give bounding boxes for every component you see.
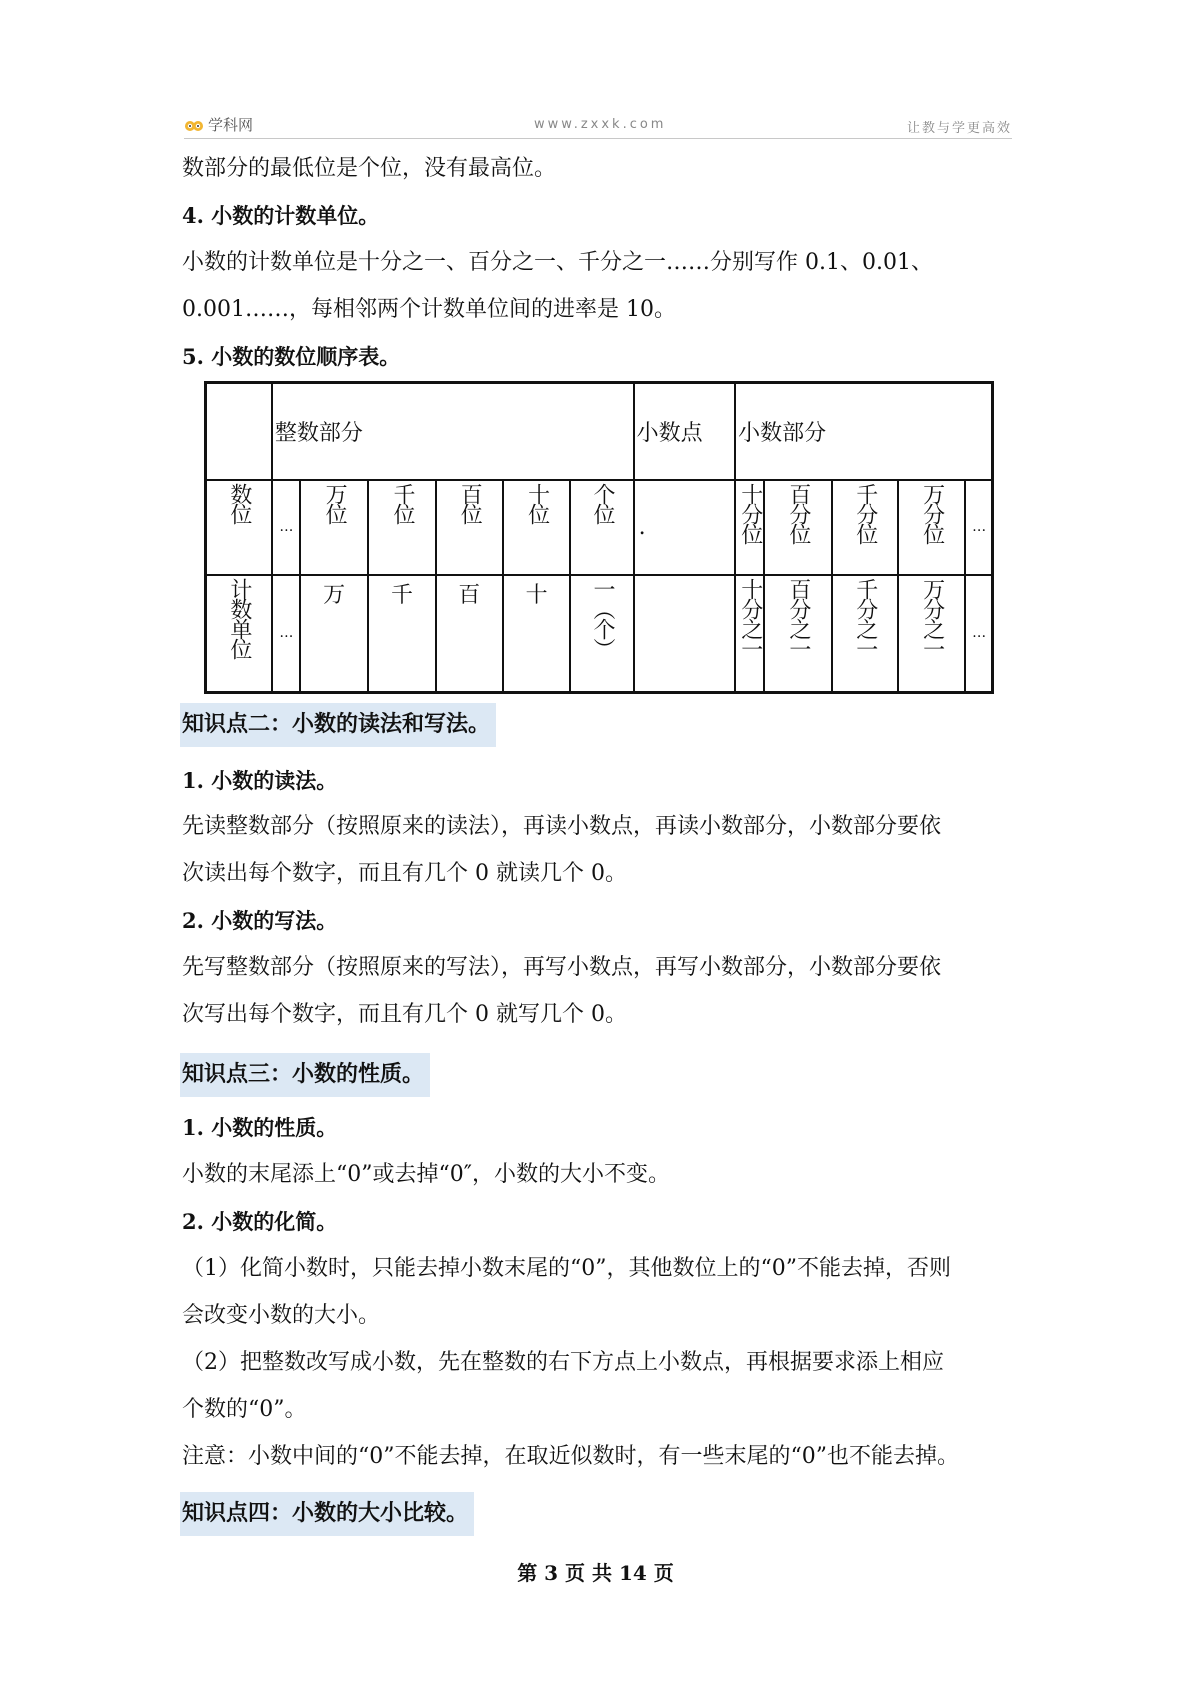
place-hundredths: 百分位 xyxy=(764,480,831,575)
owl-logo-icon xyxy=(184,118,204,132)
header-slogan: 让教与学更高效 xyxy=(906,121,1012,136)
page-number: 第 3 页 共 14 页 xyxy=(517,1561,674,1585)
place-ten-thousandths: 万分位 xyxy=(898,480,965,575)
note-line: 注意：小数中间的“0”不能去掉，在取近似数时，有一些末尾的“0”也不能去掉。 xyxy=(182,1444,959,1469)
text-line: 先写整数部分（按照原来的写法），再写小数点，再写小数部分，小数部分要依 xyxy=(182,955,942,980)
text-line: 次读出每个数字，而且有几个 0 就读几个 0。 xyxy=(182,861,627,886)
logo xyxy=(184,114,253,135)
unit-hundred: 百 xyxy=(436,575,503,693)
text-line: 小数的计数单位是十分之一、百分之一、千分之一……分别写作 0.1、0.01、 xyxy=(182,250,933,275)
table-corner-cell xyxy=(206,383,272,480)
ellipsis-cell: … xyxy=(272,480,300,575)
text-line: 小数的末尾添上“0”或去掉“0″，小数的大小不变。 xyxy=(182,1162,670,1187)
knowledge-point-heading: 知识点四：小数的大小比较。 xyxy=(180,1492,474,1536)
subsection-title: 5. 小数的数位顺序表。 xyxy=(182,344,401,369)
empty-cell xyxy=(634,575,736,693)
place-hundreds: 百位 xyxy=(436,480,503,575)
counting-unit-row xyxy=(206,575,993,693)
unit-hundredth: 百分之一 xyxy=(764,575,831,693)
decimal-point-header: 小数点 xyxy=(634,383,736,480)
subsection-title: 1. 小数的性质。 xyxy=(182,1115,338,1140)
text-line: 个数的“0”。 xyxy=(182,1397,307,1422)
text-line: （2）把整数改写成小数，先在整数的右下方点上小数点，再根据要求添上相应 xyxy=(182,1350,944,1375)
text-line: （1）化简小数时，只能去掉小数末尾的“0”，其他数位上的“0”不能去掉，否则 xyxy=(182,1256,951,1281)
unit-thousandth: 千分之一 xyxy=(832,575,898,693)
text-line: 次写出每个数字，而且有几个 0 就写几个 0。 xyxy=(182,1002,627,1027)
place-ones: 个位 xyxy=(570,480,633,575)
unit-ten: 十 xyxy=(503,575,570,693)
unit-one: 一（个） xyxy=(570,575,633,693)
text-line: 先读整数部分（按照原来的读法），再读小数点，再读小数部分，小数部分要依 xyxy=(182,814,942,839)
unit-tenth: 十分之一 xyxy=(735,575,764,693)
unit-ten-thousandth: 万分之一 xyxy=(898,575,965,693)
subsection-title: 1. 小数的读法。 xyxy=(182,768,338,793)
subsection-title: 2. 小数的写法。 xyxy=(182,908,338,933)
place-ten-thousands: 万位 xyxy=(300,480,368,575)
knowledge-point-heading: 知识点二：小数的读法和写法。 xyxy=(180,703,496,747)
text-line: 0.001……，每相邻两个计数单位间的进率是 10。 xyxy=(182,297,676,322)
decimal-part-header: 小数部分 xyxy=(735,383,992,480)
subsection-title: 2. 小数的化简。 xyxy=(182,1209,338,1234)
page-header xyxy=(184,114,1012,139)
ellipsis-cell: … xyxy=(965,480,992,575)
place-tenths: 十分位 xyxy=(735,480,764,575)
place-tens: 十位 xyxy=(503,480,570,575)
knowledge-point-heading: 知识点三：小数的性质。 xyxy=(180,1053,430,1097)
table-header-row xyxy=(206,383,993,480)
text-line: 数部分的最低位是个位，没有最高位。 xyxy=(182,156,557,181)
place-thousandths: 千分位 xyxy=(832,480,898,575)
ellipsis-cell: … xyxy=(965,575,992,693)
integer-part-header: 整数部分 xyxy=(272,383,634,480)
ellipsis-cell: … xyxy=(272,575,300,693)
decimal-point-mark: . xyxy=(634,480,736,575)
place-thousands: 千位 xyxy=(368,480,435,575)
row-label-unit: 计数单位 xyxy=(206,575,272,693)
text-line: 会改变小数的大小。 xyxy=(182,1303,381,1328)
place-name-row xyxy=(206,480,993,575)
row-label-place: 数位 xyxy=(206,480,272,575)
unit-ten-thousand: 万 xyxy=(300,575,368,693)
logo-text: 学科网 xyxy=(208,116,254,134)
unit-thousand: 千 xyxy=(368,575,435,693)
header-url: www.zxxk.com xyxy=(534,117,667,132)
place-value-table xyxy=(204,381,994,694)
subsection-title: 4. 小数的计数单位。 xyxy=(182,203,380,228)
